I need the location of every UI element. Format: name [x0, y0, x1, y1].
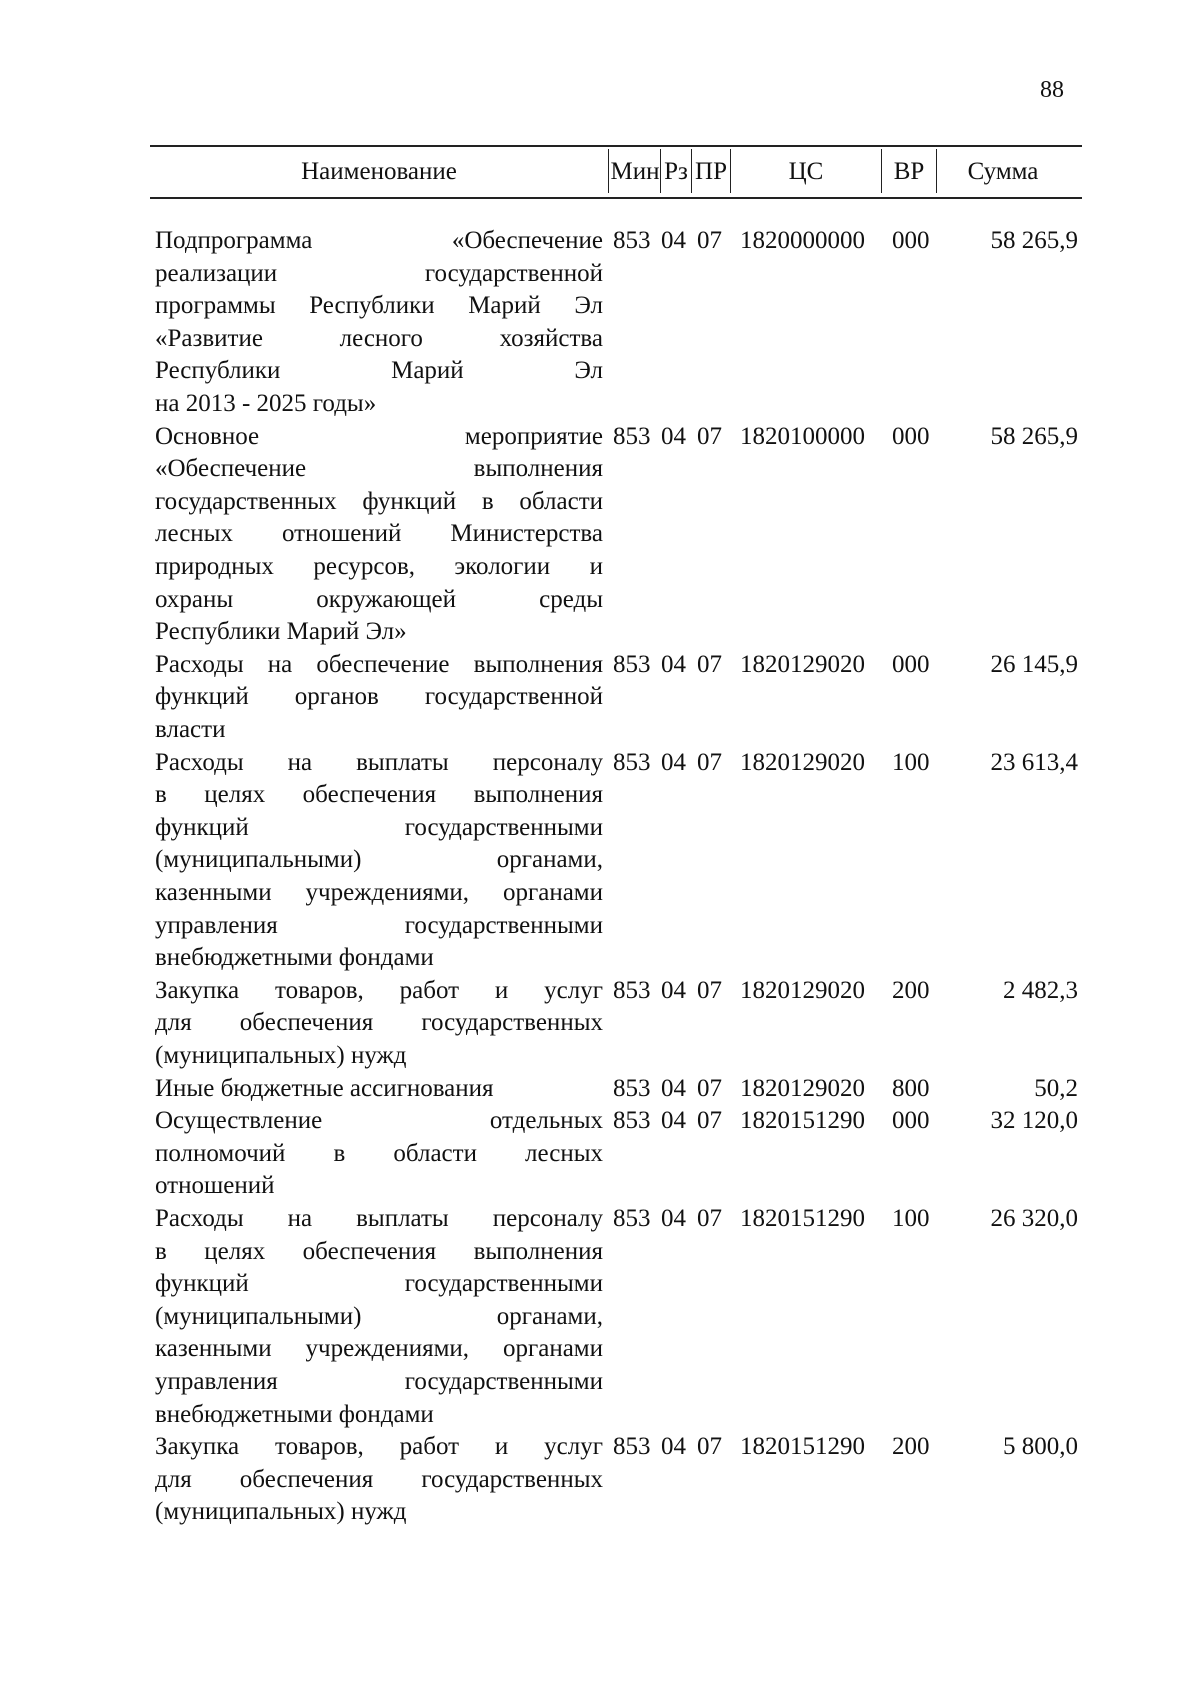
row-name-line: для обеспечения государственных	[155, 1009, 603, 1037]
row-name-line: программы Республики Марий Эл	[155, 292, 603, 320]
row-name-line: власти	[155, 715, 226, 743]
cell-sum: 26 145,9	[990, 650, 1078, 678]
header-name: Наименование	[301, 158, 457, 185]
row-name-line: функций органов государственной	[155, 683, 603, 711]
cell-cs: 1820151290	[740, 1205, 865, 1232]
cell-pr: 07	[697, 227, 722, 254]
row-name-line: казенными учреждениями, органами	[155, 1335, 603, 1363]
cell-cs: 1820129020	[740, 976, 865, 1004]
cell-cs: 1820129020	[740, 1074, 865, 1102]
header-sum: Сумма	[967, 158, 1039, 185]
cell-min: 853	[613, 1433, 651, 1461]
cell-rz: 04	[661, 976, 686, 1004]
cell-cs: 1820129020	[740, 650, 865, 678]
cell-vr: 000	[892, 422, 930, 450]
cell-rz: 04	[661, 422, 686, 450]
cell-pr: 07	[697, 650, 722, 678]
row-name-line: полномочий в области лесных	[155, 1139, 603, 1167]
row-name-line: казенными учреждениями, органами	[155, 878, 603, 906]
row-name	[155, 747, 603, 975]
cell-sum: 32 120,0	[990, 1107, 1078, 1135]
row-name-line: (муниципальных) нужд	[155, 1041, 407, 1069]
cell-sum: 50,2	[1034, 1074, 1078, 1102]
row-name	[155, 225, 603, 421]
row-name-line: Расходы на обеспечение выполнения	[155, 650, 603, 678]
row-name	[155, 421, 603, 649]
row-name-line: Расходы на выплаты персоналу	[155, 748, 603, 776]
cell-vr: 100	[892, 1205, 930, 1232]
cell-pr: 07	[697, 1107, 722, 1135]
row-name	[155, 975, 603, 1073]
row-name-line: «Обеспечение выполнения	[155, 455, 603, 483]
cell-pr: 07	[697, 1433, 722, 1461]
cell-cs: 1820000000	[740, 227, 865, 254]
row-name-line: для обеспечения государственных	[155, 1465, 603, 1493]
row-name-line: (муниципальными) органами,	[155, 1302, 603, 1330]
row-name-line: на 2013 - 2025 годы»	[155, 389, 377, 417]
header-vr: ВР	[893, 158, 925, 185]
row-name-line: управления государственными	[155, 911, 603, 939]
cell-pr: 07	[697, 976, 722, 1004]
row-name-line: Республики Марий Эл»	[155, 618, 407, 646]
row-name-line: Осуществление отдельных	[155, 1107, 603, 1135]
row-name-line: Основное мероприятие	[155, 422, 603, 450]
cell-pr: 07	[697, 1205, 722, 1232]
row-name	[155, 1203, 603, 1431]
row-name-line: Иные бюджетные ассигнования	[155, 1074, 494, 1102]
row-name-line: Республики Марий Эл	[155, 357, 603, 385]
cell-rz: 04	[661, 748, 686, 776]
cell-rz: 04	[661, 650, 686, 678]
cell-vr: 000	[892, 1107, 930, 1135]
cell-rz: 04	[661, 1433, 686, 1461]
cell-vr: 000	[892, 650, 930, 678]
header-rz: Рз	[664, 158, 688, 185]
cell-pr: 07	[697, 1074, 722, 1102]
header-cs: ЦС	[788, 158, 824, 185]
cell-cs: 1820129020	[740, 748, 865, 776]
cell-min: 853	[613, 1205, 651, 1232]
cell-sum: 26 320,0	[990, 1205, 1078, 1232]
row-name-line: функций государственными	[155, 813, 603, 841]
page-number: 88	[1040, 77, 1064, 103]
cell-pr: 07	[697, 422, 722, 450]
row-name-line: управления государственными	[155, 1367, 603, 1395]
row-name	[155, 1431, 603, 1529]
row-name-line: «Развитие лесного хозяйства	[155, 324, 603, 352]
cell-min: 853	[613, 422, 651, 450]
cell-sum: 5 800,0	[1003, 1433, 1078, 1461]
cell-pr: 07	[697, 748, 722, 776]
row-name-line: внебюджетными фондами	[155, 944, 434, 972]
cell-min: 853	[613, 748, 651, 776]
cell-cs: 1820151290	[740, 1107, 865, 1135]
cell-rz: 04	[661, 227, 686, 254]
cell-min: 853	[613, 1107, 651, 1135]
row-name-line: реализации государственной	[155, 259, 603, 287]
row-name-line: отношений	[155, 1172, 275, 1200]
cell-sum: 58 265,9	[990, 422, 1078, 450]
header-pr: ПР	[695, 158, 727, 185]
row-name-line: государственных функций в области	[155, 487, 603, 515]
row-name-line: Закупка товаров, работ и услуг	[155, 976, 603, 1004]
cell-vr: 800	[892, 1074, 930, 1102]
row-name-line: Расходы на выплаты персоналу	[155, 1205, 603, 1232]
row-name-line: Закупка товаров, работ и услуг	[155, 1433, 603, 1461]
cell-sum: 58 265,9	[990, 227, 1078, 254]
cell-vr: 200	[892, 1433, 930, 1461]
cell-min: 853	[613, 1074, 651, 1102]
header-min: Мин	[610, 158, 660, 185]
row-name-line: в целях обеспечения выполнения	[155, 781, 603, 809]
cell-vr: 000	[892, 227, 930, 254]
row-name-line: охраны окружающей среды	[155, 585, 603, 613]
cell-rz: 04	[661, 1074, 686, 1102]
row-name-line: лесных отношений Министерства	[155, 520, 603, 548]
row-name	[155, 1105, 603, 1203]
row-name-line: Подпрограмма «Обеспечение	[155, 227, 603, 254]
cell-sum: 2 482,3	[1003, 976, 1078, 1004]
row-name	[155, 649, 603, 747]
row-name-line: внебюджетными фондами	[155, 1400, 434, 1428]
row-name-line: (муниципальными) органами,	[155, 846, 603, 874]
cell-min: 853	[613, 227, 651, 254]
row-name-line: в целях обеспечения выполнения	[155, 1237, 603, 1265]
row-name-line: функций государственными	[155, 1270, 603, 1298]
row-name-line: (муниципальных) нужд	[155, 1498, 407, 1526]
row-name	[155, 1073, 603, 1106]
cell-min: 853	[613, 976, 651, 1004]
cell-vr: 100	[892, 748, 930, 776]
cell-rz: 04	[661, 1205, 686, 1232]
cell-rz: 04	[661, 1107, 686, 1135]
cell-cs: 1820100000	[740, 422, 865, 450]
cell-cs: 1820151290	[740, 1433, 865, 1461]
cell-vr: 200	[892, 976, 930, 1004]
cell-min: 853	[613, 650, 651, 678]
cell-sum: 23 613,4	[990, 748, 1078, 776]
row-name-line: природных ресурсов, экологии и	[155, 552, 603, 580]
